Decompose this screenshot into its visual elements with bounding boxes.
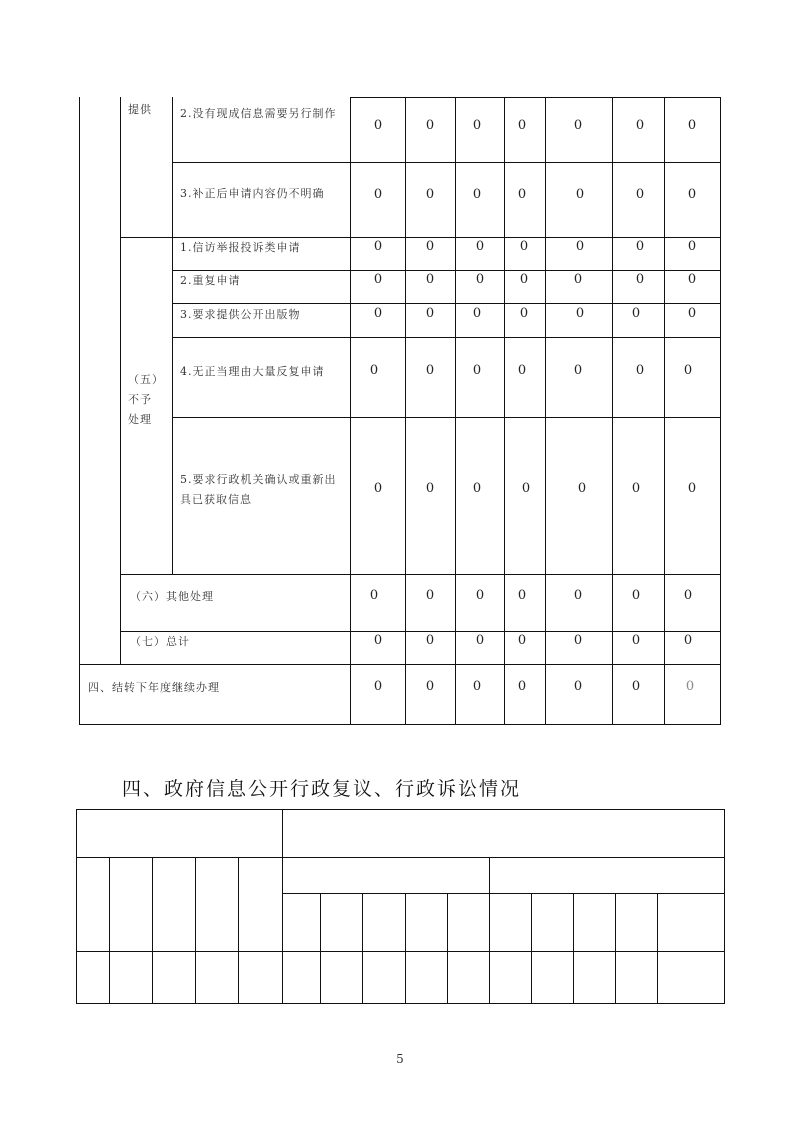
cell-value: 0 [472,679,482,694]
cell-value: 0 [472,363,482,378]
cell-value: 0 [373,306,383,321]
cell-value: 0 [369,363,379,378]
cell-value: 0 [521,481,531,496]
cell-value: 0 [635,272,645,287]
cell-value: 0 [475,588,485,603]
cell-value: 0 [472,306,482,321]
cell-value: 0 [687,239,697,254]
cell-value: 0 [475,633,485,648]
cell-value: 0 [425,239,435,254]
cell-value: 0 [683,633,693,648]
row-label: 四、结转下年度继续办理 [88,681,220,694]
cell-value: 0 [472,187,482,202]
cell-value: 0 [575,306,585,321]
cell-value: 0 [373,272,383,287]
cell-value: 0 [517,633,527,648]
cell-value: 0 [573,363,583,378]
cell-value: 0 [573,633,583,648]
cell-value: 0 [373,118,383,133]
cell-value: 0 [369,588,379,603]
cell-value: 0 [373,187,383,202]
cell-value: 0 [425,272,435,287]
cell-value: 0 [573,272,583,287]
cell-value: 0 [575,187,585,202]
cell-value: 0 [475,272,485,287]
row-label: 2.没有现成信息需要另行制作 [180,107,337,120]
cell-value: 0 [425,118,435,133]
cell-value: 0 [635,239,645,254]
cell-value: 0 [472,118,482,133]
row-label: 4.无正当理由大量反复申请 [180,365,325,378]
row-label: 1.信访举报投诉类申请 [180,241,301,254]
row-label: 3.要求提供公开出版物 [180,308,301,321]
cell-value: 0 [687,272,697,287]
provide-category-label: 提供 [128,103,152,116]
cell-value: 0 [517,118,527,133]
cell-value: 0 [373,239,383,254]
no-process-category-label: 处理 [128,413,152,426]
cell-value: 0 [425,306,435,321]
no-process-category-label: （五） [128,373,164,386]
cell-value: 0 [575,239,585,254]
row-label: 3.补正后申请内容仍不明确 [180,187,325,200]
cell-value: 0 [517,187,527,202]
cell-value: 0 [517,588,527,603]
cell-value: 0 [683,363,693,378]
cell-value: 0 [373,633,383,648]
cell-value: 0 [517,363,527,378]
cell-value: 0 [425,481,435,496]
cell-value: 0 [373,679,383,694]
page-number: 5 [396,1052,404,1066]
cell-value: 0 [472,481,482,496]
cell-value: 0 [519,272,529,287]
cell-value: 0 [425,187,435,202]
cell-value: 0 [519,239,529,254]
cell-value: 0 [425,588,435,603]
cell-value: 0 [573,588,583,603]
cell-value: 0 [631,306,641,321]
cell-value: 0 [635,118,645,133]
cell-value: 0 [475,239,485,254]
cell-value: 0 [577,481,587,496]
row-label: （七）总计 [130,635,190,648]
cell-value: 0 [631,481,641,496]
cell-value: 0 [425,363,435,378]
cell-value: 0 [635,187,645,202]
cell-value: 0 [687,118,697,133]
cell-value: 0 [373,481,383,496]
cell-value: 0 [687,481,697,496]
row-label: （六）其他处理 [130,590,214,603]
cell-value: 0 [573,679,583,694]
cell-value: 0 [631,633,641,648]
cell-value: 0 [631,679,641,694]
cell-value: 0 [631,588,641,603]
row-label: 5.要求行政机关确认或重新出具已获取信息 [180,473,337,506]
cell-value: 0 [687,187,697,202]
cell-value: 0 [425,633,435,648]
cell-value: 0 [425,679,435,694]
cell-value: 0 [635,363,645,378]
no-process-category-label: 不予 [128,393,152,406]
cell-value: 0 [687,306,697,321]
row-label: 2.重复申请 [180,274,241,287]
section-title: 四、政府信息公开行政复议、行政诉讼情况 [122,778,522,800]
cell-value: 0 [517,679,527,694]
cell-value: 0 [685,679,695,694]
cell-value: 0 [683,588,693,603]
cell-value: 0 [573,118,583,133]
cell-value: 0 [519,306,529,321]
